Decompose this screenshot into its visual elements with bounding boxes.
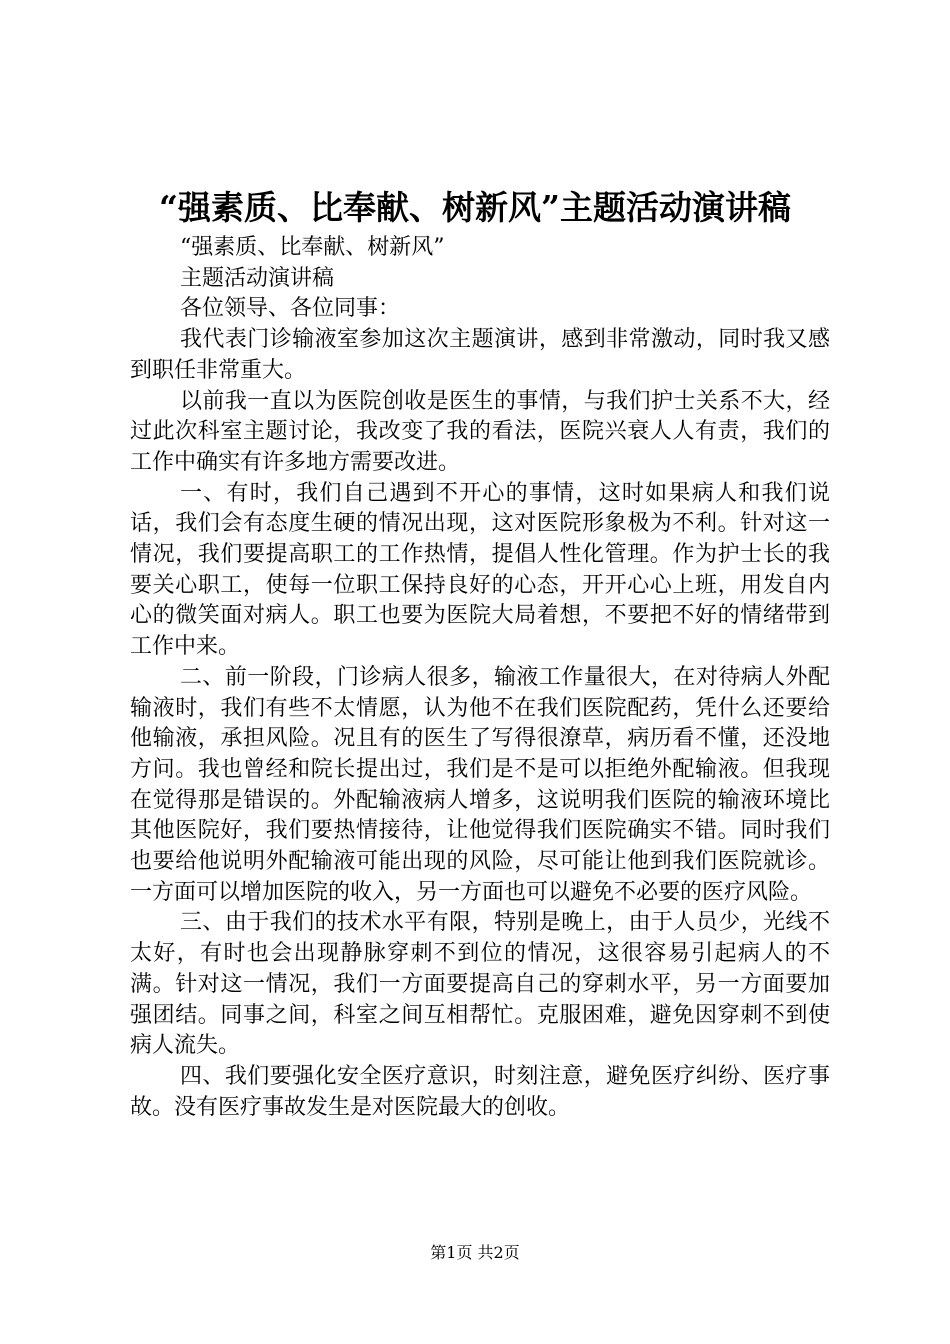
document-body xyxy=(130,233,830,1123)
page-number: 第1页 xyxy=(430,1243,473,1262)
paragraph-intro: 我代表门诊输液室参加这次主题演讲，感到非常激动，同时我又感到职任非常重大。 xyxy=(130,327,830,383)
paragraph-point-1: 一、有时，我们自己遇到不开心的事情，这时如果病人和我们说话，我们会有态度生硬的情况出现，这对医院形象极为不利。针对这一情况，我们要提高职工的工作热情，提倡人性化管理。作为护士长的我要关心职工，使每一位职工保持良好的心态，开开心心上班，用发自内心的微笑面对病人。职工也要为医院大局着想，不要把不好的情绪带到工作中来。 xyxy=(130,480,830,660)
paragraph-point-4: 四、我们要强化安全医疗意识，时刻注意，避免医疗纠纷、医疗事故。没有医疗事故发生是对医院最大的创收。 xyxy=(130,1063,830,1120)
page-footer xyxy=(0,1242,950,1264)
subtitle-line-2: 主题活动演讲稿 xyxy=(180,265,335,291)
page-total: 共2页 xyxy=(477,1243,520,1262)
salutation: 各位领导、各位同事： xyxy=(180,296,401,322)
document-title: “强素质、比奉献、树新风”主题活动演讲稿 xyxy=(159,188,791,227)
subtitle-line-1: “强素质、比奉献、树新风” xyxy=(180,235,445,260)
paragraph-point-3: 三、由于我们的技术水平有限，特别是晚上，由于人员少，光线不太好，有时也会出现静脉穿刺不到位的情况，这很容易引起病人的不满。针对这一情况，我们一方面要提高自己的穿刺水平，另一方面要加强团结。同事之间，科室之间互相帮忙。克服困难，避免因穿刺不到使病人流失。 xyxy=(130,910,830,1059)
paragraph-point-2: 二、前一阶段，门诊病人很多，输液工作量很大，在对待病人外配输液时，我们有些不太情愿，认为他不在我们医院配药，凭什么还要给他输液，承担风险。况且有的医生了写得很潦草，病历看不懂，还没地方问。我也曾经和院长提出过，我们是不是可以拒绝外配输液。但我现在觉得那是错误的。外配输液病人增多，这说明我们医院的输液环境比其他医院好，我们要热情接待，让他觉得我们医院确实不错。同时我们也要给他说明外配输液可能出现的风险，尽可能让他到我们医院就诊。一方面可以增加医院的收入，另一方面也可以避免不必要的医疗风险。 xyxy=(130,664,830,905)
paragraph-background: 以前我一直以为医院创收是医生的事情，与我们护士关系不大，经过此次科室主题讨论，我改变了我的看法，医院兴衰人人有责，我们的工作中确实有许多地方需要改进。 xyxy=(130,388,830,475)
